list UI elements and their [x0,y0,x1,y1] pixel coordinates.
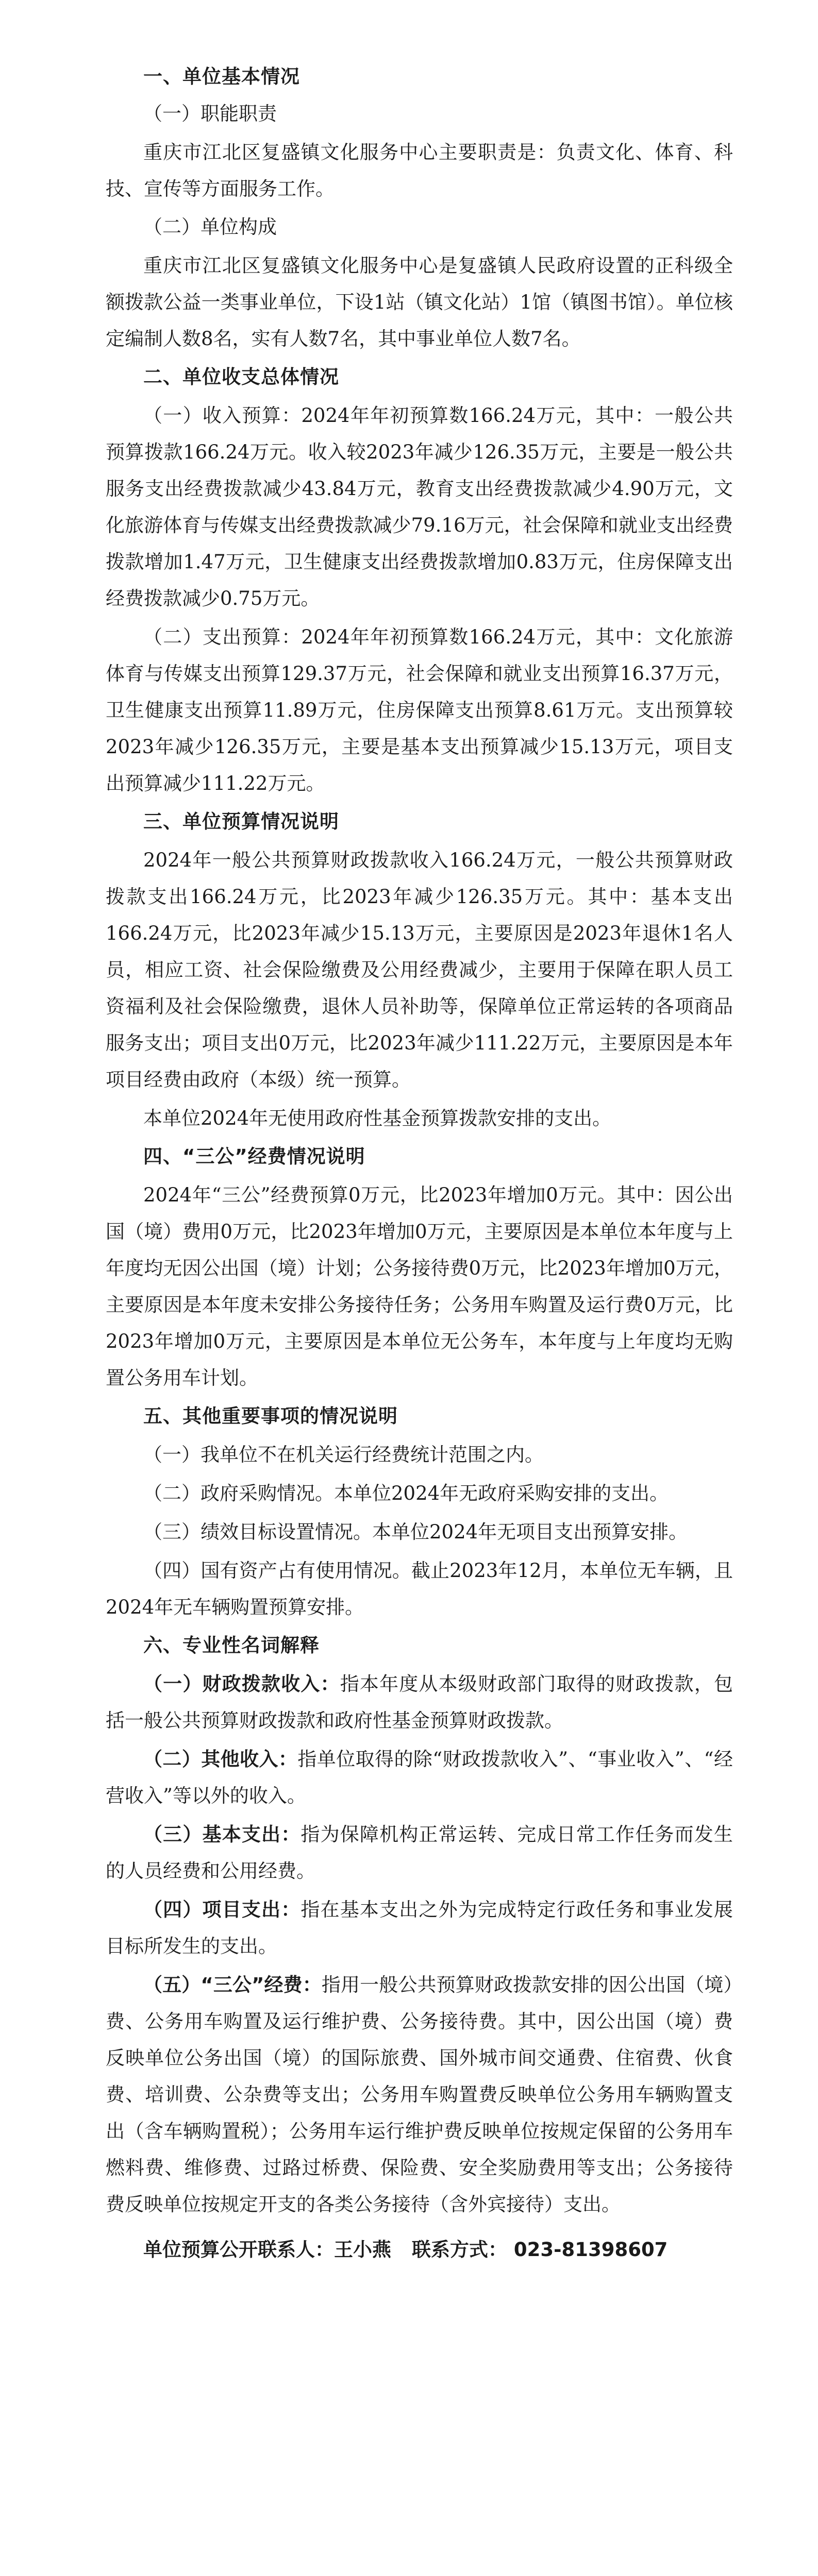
section-4-heading: 四、“三公”经费情况说明 [143,1145,365,1167]
section-1-para-2: 重庆市江北区复盛镇文化服务中心是复盛镇人民政府设置的正科级全额拨款公益一类事业单位，下设1站（镇文化站）1馆（镇图书馆）。单位核定编制人数8名，实有人数7名，其中事业单位人数7名。 [106,255,733,350]
term-5-definition: 指用一般公共预算财政拨款安排的因公出国（境）费、公务用车购置及运行维护费、公务接待费。其中，因公出国（境）费反映单位公务出国（境）的国际旅费、国外城市间交通费、住宿费、伙食费、培训费、公杂费等支出；公务用车购置费反映单位公务用车辆购置支出（含车辆购置税）；公务用车运行维护费反映单位按规定保留的公务用车燃料费、维修费、过路过桥费、保险费、安全奖励费用等支出；公务接待费反映单位按规定开支的各类公务接待（含外宾接待）支出。 [106,1974,733,2215]
term-1 [106,1666,733,1739]
section-5-para-2: （二）政府采购情况。本单位2024年无政府采购安排的支出。 [143,1482,669,1504]
section-4-para-1: 2024年“三公”经费预算0万元，比2023年增加0万元。其中：因公出国（境）费用0万元，比2023年增加0万元，主要原因是本单位本年度与上年度均无因公出国（境）计划；公务接待费0万元，比2023年增加0万元，主要原因是本年度未安排公务接待任务；公务用车购置及运行费0万元，比2023年增加0万元，主要原因是本单位无公务车，本年度与上年度均无购置公务用车计划。 [106,1184,733,1389]
section-1-para-1: 重庆市江北区复盛镇文化服务中心主要职责是：负责文化、体育、科技、宣传等方面服务工作。 [106,141,733,200]
section-2-heading: 二、单位收支总体情况 [143,366,339,388]
income-budget-label: （一）收入预算： [143,404,302,427]
term-5-label: （五）“三公”经费： [143,1974,322,1996]
section-3-para-2: 本单位2024年无使用政府性基金预算拨款安排的支出。 [143,1107,612,1129]
term-4-definition: 指在基本支出之外为完成特定行政任务和事业发展目标所发生的支出。 [106,1899,733,1957]
term-4-label: （四）项目支出： [143,1899,301,1921]
section-3-heading: 三、单位预算情况说明 [143,810,339,833]
section-5-heading: 五、其他重要事项的情况说明 [143,1405,398,1427]
term-3-definition: 指为保障机构正常运转、完成日常工作任务而发生的人员经费和公用经费。 [106,1823,733,1882]
term-1-label: （一）财政拨款收入： [143,1673,340,1695]
section-1-sub-2: （二）单位构成 [143,216,277,238]
term-2-definition: 指单位取得的除“财政拨款收入”、“事业收入”、“经营收入”等以外的收入。 [106,1748,733,1807]
section-5-para-3: （三）绩效目标设置情况。本单位2024年无项目支出预算安排。 [143,1521,688,1543]
expense-budget-text: 2024年年初预算数166.24万元，其中：文化旅游体育与传媒支出预算129.37万元，社会保障和就业支出预算16.37万元，卫生健康支出预算11.89万元，住房保障支出预算8.61万元。支出预算较2023年减少126.35万元，主要是基本支出预算减少15.13万元，项目支出预算减少111.22万元。 [106,626,733,794]
income-budget-text: 2024年年初预算数166.24万元，其中：一般公共预算拨款166.24万元。收入较2023年减少126.35万元，主要是一般公共服务支出经费拨款减少43.84万元，教育支出经费拨款减少4.90万元，文化旅游体育与传媒支出经费拨款减少79.16万元，社会保障和就业支出经费拨款增加1.47万元，卫生健康支出经费拨款增加0.83万元，住房保障支出经费拨款减少0.75万元。 [106,404,733,609]
term-3-label: （三）基本支出： [143,1823,301,1845]
term-5 [106,1967,733,2223]
contact-phone: 联系方式： 023-81398607 [412,2239,668,2261]
section-5-para-4: （四）国有资产占有使用情况。截止2023年12月，本单位无车辆，且2024年无车辆购置预算安排。 [106,1560,733,1618]
term-3 [106,1816,733,1889]
section-3-para-1: 2024年一般公共预算财政拨款收入166.24万元，一般公共预算财政拨款支出166.24万元，比2023年减少126.35万元。其中：基本支出166.24万元，比2023年减少15.13万元，主要原因是2023年退休1名人员，相应工资、社会保险缴费及公用经费减少，主要用于保障在职人员工资福利及社会保险缴费，退休人员补助等，保障单位正常运转的各项商品服务支出；项目支出0万元，比2023年减少111.22万元，主要原因是本年项目经费由政府（本级）统一预算。 [106,849,733,1091]
section-2-para-1 [106,397,733,617]
expense-budget-label: （二）支出预算： [143,626,302,648]
section-6-heading: 六、专业性名词解释 [143,1634,320,1656]
section-5-para-1: （一）我单位不在机关运行经费统计范围之内。 [143,1444,544,1466]
contact-person: 单位预算公开联系人：王小燕 [143,2239,391,2261]
contact-line [106,2233,733,2267]
section-1-sub-1: （一）职能职责 [143,103,277,125]
term-1-definition: 指本年度从本级财政部门取得的财政拨款，包括一般公共预算财政拨款和政府性基金预算财政拨款。 [106,1673,733,1732]
section-1-heading: 一、单位基本情况 [143,65,300,88]
section-2-para-2 [106,619,733,802]
term-2-label: （二）其他收入： [143,1748,298,1770]
term-4 [106,1891,733,1964]
term-2 [106,1741,733,1814]
